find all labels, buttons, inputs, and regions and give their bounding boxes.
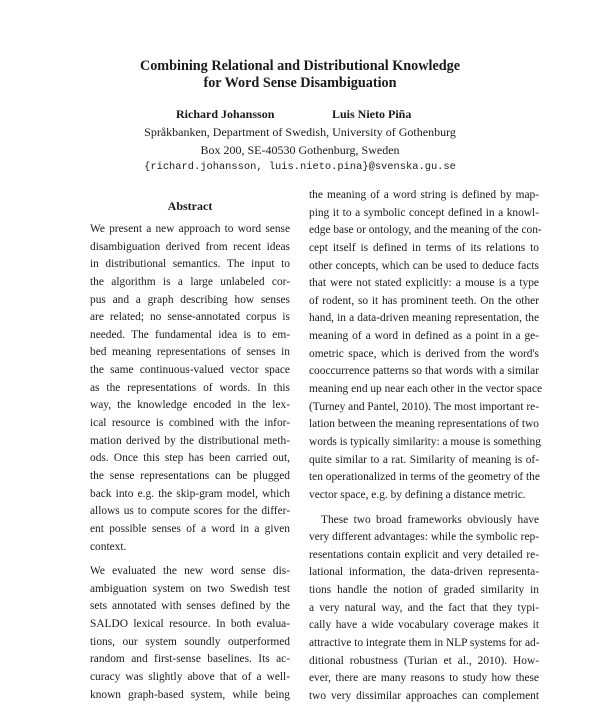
text-line: the same continuous-valued vector space bbox=[90, 364, 290, 377]
text-line: ping it to a symbolic concept defined in a knowl- bbox=[309, 206, 539, 219]
author-name: Richard Johansson bbox=[176, 107, 275, 121]
text-line: bed meaning representations of senses in bbox=[90, 346, 290, 359]
abstract-paragraph-1 bbox=[90, 221, 290, 556]
address: Box 200, SE-40530 Gothenburg, Sweden bbox=[200, 142, 400, 157]
affiliation: Språkbanken, Department of Swedish, University of Gothenburg bbox=[144, 125, 456, 139]
text-line: attractive to integrate them in NLP systems for ad- bbox=[309, 637, 540, 650]
email: {richard.johansson, luis.nieto.pina}@svenska.gu.se bbox=[144, 161, 456, 173]
text-line: resentations contain explicit and very detailed re- bbox=[309, 548, 539, 561]
text-line: are related; no sense-annotated corpus is bbox=[90, 311, 290, 324]
author-names bbox=[80, 106, 520, 124]
body-paragraph-2 bbox=[309, 512, 539, 706]
text-line: ical resource is combined with the infor- bbox=[90, 417, 290, 430]
text-line: tions handle the notion of graded similarity in bbox=[309, 584, 539, 597]
text-line: We present a new approach to word sense bbox=[90, 223, 290, 235]
text-line: ditional robustness (Turian et al., 2010). How- bbox=[309, 654, 539, 667]
text-line: a very natural way, and the fact that they typi- bbox=[309, 601, 539, 614]
author-name: Luis Nieto Piña bbox=[332, 107, 412, 121]
text-line: known graph-based system, while being bbox=[90, 688, 290, 701]
text-line: pus and a graph describing how senses bbox=[90, 293, 290, 306]
text-line: meaning end up near each other in the vector space bbox=[309, 383, 543, 396]
text-line: context. bbox=[90, 540, 127, 553]
body-paragraph-1 bbox=[309, 187, 543, 505]
text-line: cooccurrence patterns so that words with a similar bbox=[309, 365, 539, 378]
text-line: of rodent, so it has prominent teeth. On the other bbox=[309, 294, 539, 307]
text-line: SALDO lexical resource. In both evalua- bbox=[90, 618, 290, 631]
text-line: two very dissimilar approaches can complement bbox=[309, 689, 539, 702]
text-line: edge base or ontology, and the meaning of the con- bbox=[309, 224, 542, 237]
title-line-1: Combining Relational and Distributional Knowledge bbox=[139, 58, 461, 74]
text-line: words is typically similarity: a mouse is something bbox=[309, 435, 541, 448]
text-line: allows us to compute scores for the differ- bbox=[90, 505, 290, 518]
author-block bbox=[80, 106, 520, 177]
text-line: (Turney and Pantel, 2010). The most important re- bbox=[309, 400, 539, 413]
text-line: the sense representations can be plugged bbox=[90, 469, 290, 482]
text-line: We evaluated the new word sense dis- bbox=[90, 565, 290, 578]
text-line: ometric space, which is derived from the word's bbox=[309, 347, 539, 360]
text-line: ambiguation system on two Swedish test bbox=[90, 582, 290, 595]
abstract-paragraph-2 bbox=[90, 563, 290, 704]
text-line: way, the knowledge encoded in the lex- bbox=[90, 399, 290, 412]
text-line: meaning of a word in defined as a point in a ge- bbox=[309, 330, 539, 343]
text-line: mation derived by the distributional meth- bbox=[90, 434, 290, 447]
text-line: in distributional semantics. The input to bbox=[90, 258, 290, 271]
text-line: needed. The fundamental idea is to em- bbox=[90, 328, 290, 341]
abstract-heading: Abstract bbox=[167, 199, 213, 213]
text-line: cally have a wide vocabulary coverage makes it bbox=[309, 619, 539, 632]
text-line: cept itself is defined in terms of its relations to bbox=[309, 241, 539, 254]
text-line: very different advantages: while the symbolic rep- bbox=[309, 531, 539, 544]
text-line: vector space, e.g. by defining a distance metric. bbox=[309, 488, 526, 501]
text-line: quite similar to a rat. Similarity of meaning is of- bbox=[309, 453, 539, 466]
text-line: lation between the meaning representations of two bbox=[309, 418, 539, 431]
text-line: curacy was slightly above that of a well- bbox=[90, 671, 290, 684]
text-line: lational information, the data-driven representa- bbox=[309, 566, 539, 579]
text-line: the meaning of a word string is defined by map- bbox=[309, 189, 539, 201]
text-line: These two broad frameworks obviously have bbox=[321, 513, 539, 526]
text-line: the algorithm is a large unlabeled cor- bbox=[90, 275, 290, 288]
text-line: ent possible senses of a word in a given bbox=[90, 522, 290, 535]
title-line-2: for Word Sense Disambiguation bbox=[203, 75, 397, 91]
abstract-column bbox=[90, 221, 290, 704]
text-line: back into e.g. the skip-gram model, which bbox=[90, 487, 290, 500]
text-line: ods. Once this step has been carried out, bbox=[90, 452, 290, 465]
text-line: disambiguation derived from recent ideas bbox=[90, 240, 290, 253]
text-line: other concepts, which can be used to deduce facts bbox=[309, 259, 539, 272]
text-line: sets annotated with senses defined by the bbox=[90, 600, 290, 613]
text-line: that were not stated explicitly: a mouse is a type bbox=[309, 277, 539, 290]
text-line: random and first-sense baselines. Its ac- bbox=[90, 653, 290, 666]
text-line: as the representations of words. In this bbox=[90, 381, 290, 394]
text-line: ever, there are many reasons to study how these bbox=[309, 672, 539, 685]
body-column bbox=[309, 187, 543, 706]
text-line: ten operationalized in terms of the geometry of the bbox=[309, 471, 540, 484]
text-line: hand, in a data-driven meaning representation, the bbox=[309, 312, 539, 325]
paper-title bbox=[80, 58, 520, 92]
text-line: tions, our system soundly outperformed bbox=[90, 635, 290, 648]
